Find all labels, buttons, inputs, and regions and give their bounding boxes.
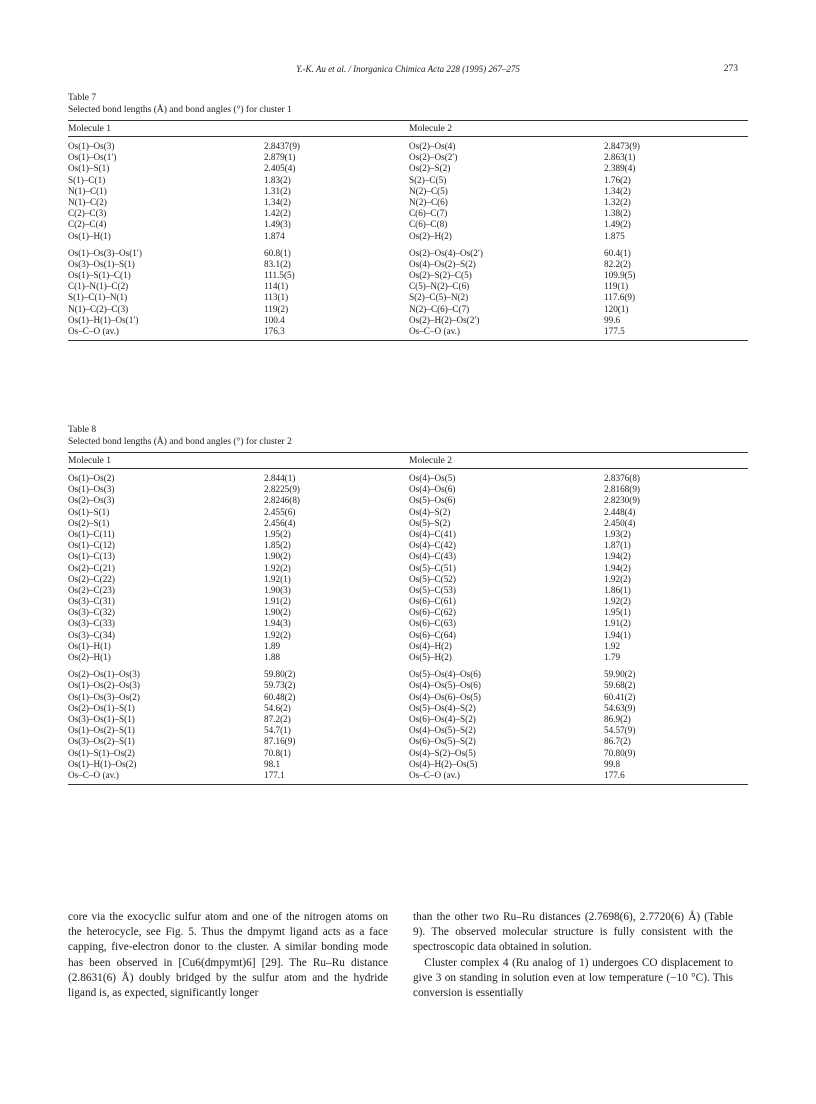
bond-label-mol1: C(1)–N(1)–C(2) (68, 281, 129, 292)
table-row (68, 692, 748, 703)
bond-label-mol1: Os(1)–Os(3) (68, 484, 115, 495)
table-row (68, 736, 748, 747)
value-mol2: 2.8376(8) (604, 473, 640, 483)
table-row (68, 152, 748, 163)
value-mol1: 87.16(9) (264, 736, 296, 747)
value-mol1: 111.5(5) (264, 270, 295, 281)
bond-label-mol1: N(1)–C(1) (68, 185, 107, 196)
table-row (68, 141, 748, 152)
value-mol2: 1.93(2) (604, 528, 631, 539)
value-mol1: 113(1) (264, 292, 289, 303)
molecule-2-header: Molecule 2 (409, 124, 453, 134)
table-row (68, 326, 748, 337)
table-bottom-rule (68, 340, 748, 341)
value-mol2: 2.8168(9) (604, 484, 640, 495)
value-mol2: 1.34(2) (604, 185, 631, 196)
bond-angles-rows (68, 248, 748, 338)
table-row (68, 292, 748, 303)
table-row (68, 652, 748, 663)
value-mol1: 1.95(2) (264, 528, 291, 539)
value-mol1: 114(1) (264, 281, 289, 292)
table-row (68, 248, 748, 259)
table-row (68, 563, 748, 574)
table-row (68, 770, 748, 781)
table-row (68, 219, 748, 230)
bond-label-mol1: Os(3)–C(32) (68, 607, 115, 618)
value-mol1: 59.80(2) (264, 669, 296, 680)
bond-label-mol2: Os(6)–Os(4)–S(2) (409, 713, 476, 724)
bond-label-mol1: Os(1)–H(1) (68, 640, 111, 651)
table-7 (68, 92, 748, 341)
bond-label-mol2: C(6)–C(8) (409, 219, 448, 230)
table-row (68, 163, 748, 174)
value-mol1: 100.4 (264, 314, 285, 325)
bond-label-mol1: Os(2)–Os(1)–S(1) (68, 702, 135, 713)
bond-label-mol2: Os(4)–S(2) (409, 506, 451, 517)
value-mol1: 2.879(1) (264, 152, 296, 163)
value-mol2: 54.57(9) (604, 725, 636, 736)
value-mol2: 1.49(2) (604, 219, 631, 230)
bond-label-mol1: C(2)–C(4) (68, 219, 107, 230)
table-row (68, 175, 748, 186)
value-mol1: 1.90(2) (264, 607, 291, 618)
table-row (68, 574, 748, 585)
bond-label-mol2: Os(5)–S(2) (409, 517, 451, 528)
value-mol1: 2.405(4) (264, 163, 296, 174)
molecule-1-header: Molecule 1 (68, 124, 112, 134)
bond-label-mol2: Os(5)–Os(4)–S(2) (409, 702, 476, 713)
bond-label-mol2: Os(4)–C(42) (409, 540, 456, 551)
bond-label-mol1: Os(1)–H(1)–Os(1′) (68, 314, 139, 325)
table-row (68, 618, 748, 629)
bond-label-mol2: Os(4)–H(2)–Os(5) (409, 758, 478, 769)
bond-label-mol2: Os(2)–H(2) (409, 230, 452, 241)
table-caption: Selected bond lengths (Å) and bond angles (°) for cluster 2 (68, 437, 292, 447)
table-row (68, 748, 748, 759)
table-8 (68, 424, 748, 785)
table-row (68, 281, 748, 292)
value-mol2: 1.87(1) (604, 540, 631, 551)
value-mol2: 2.450(4) (604, 517, 636, 528)
bond-label-mol2: Os(5)–Os(4)–Os(6) (409, 669, 481, 680)
value-mol1: 2.8225(9) (264, 484, 300, 495)
bond-label-mol2: Os(6)–C(63) (409, 618, 456, 629)
bond-label-mol2: Os(6)–C(62) (409, 607, 456, 618)
table-row (68, 529, 748, 540)
value-mol1: 176.3 (264, 326, 285, 336)
bond-label-mol2: Os(2)–S(2)–C(5) (409, 270, 472, 281)
value-mol2: 99.8 (604, 758, 621, 769)
bond-label-mol1: Os(1)–C(12) (68, 540, 115, 551)
value-mol2: 1.32(2) (604, 196, 631, 207)
bond-label-mol1: C(2)–C(3) (68, 208, 107, 219)
table-row (68, 197, 748, 208)
value-mol2: 2.389(4) (604, 163, 636, 174)
bond-label-mol1: Os(1)–S(1)–Os(2) (68, 747, 135, 758)
bond-label-mol2: N(2)–C(5) (409, 185, 448, 196)
value-mol2: 59.68(2) (604, 680, 636, 691)
table-row (68, 495, 748, 506)
bond-label-mol1: Os(2)–Os(3) (68, 495, 115, 506)
bond-label-mol1: Os(3)–Os(1)–S(1) (68, 713, 135, 724)
value-mol2: 99.6 (604, 314, 621, 325)
bond-label-mol1: N(1)–C(2)–C(3) (68, 303, 129, 314)
bond-angles-rows (68, 669, 748, 781)
value-mol2: 60.41(2) (604, 691, 636, 702)
bond-label-mol1: Os(2)–H(1) (68, 652, 111, 662)
bond-label-mol1: Os(2)–C(22) (68, 573, 115, 584)
value-mol1: 1.42(2) (264, 208, 291, 219)
bond-label-mol2: Os(4)–Os(6) (409, 484, 456, 495)
value-mol2: 60.4(1) (604, 247, 631, 258)
value-mol1: 1.874 (264, 230, 285, 241)
value-mol1: 70.8(1) (264, 747, 291, 758)
value-mol2: 109.9(5) (604, 270, 636, 281)
bond-label-mol2: N(2)–C(6)–C(7) (409, 303, 470, 314)
bond-label-mol2: Os(5)–C(51) (409, 562, 456, 573)
table-bottom-rule (68, 784, 748, 785)
bond-label-mol2: Os(4)–Os(5) (409, 473, 456, 483)
bond-label-mol2: Os(2)–Os(2′) (409, 152, 458, 163)
bond-label-mol2: Os(5)–Os(6) (409, 495, 456, 506)
table-row (68, 630, 748, 641)
bond-label-mol1: Os(1)–S(1) (68, 163, 110, 174)
bond-label-mol1: Os(2)–C(21) (68, 562, 115, 573)
table-row (68, 507, 748, 518)
table-row (68, 473, 748, 484)
molecule-1-header: Molecule 1 (68, 456, 112, 466)
value-mol1: 2.844(1) (264, 473, 296, 483)
value-mol2: 2.8230(9) (604, 495, 640, 506)
value-mol1: 1.90(2) (264, 551, 291, 562)
value-mol2: 1.94(1) (604, 629, 631, 640)
value-mol2: 2.8473(9) (604, 141, 640, 151)
bond-label-mol1: Os(3)–Os(2)–S(1) (68, 736, 135, 747)
bond-lengths-rows (68, 141, 748, 242)
value-mol1: 60.8(1) (264, 247, 291, 258)
value-mol2: 86.7(2) (604, 736, 631, 747)
table-row (68, 186, 748, 197)
value-mol2: 1.92(2) (604, 596, 631, 607)
value-mol1: 1.92(1) (264, 573, 291, 584)
bond-label-mol2: Os(2)–Os(4) (409, 141, 456, 151)
bond-label-mol2: Os(4)–Os(6)–Os(5) (409, 691, 481, 702)
value-mol1: 1.90(3) (264, 584, 291, 595)
bond-label-mol1: Os(1)–S(1) (68, 506, 110, 517)
bond-label-mol1: S(1)–C(1) (68, 174, 106, 185)
value-mol2: 1.38(2) (604, 208, 631, 219)
bond-label-mol1: Os(3)–C(31) (68, 596, 115, 607)
value-mol1: 54.6(2) (264, 702, 291, 713)
value-mol1: 119(2) (264, 303, 289, 314)
bond-label-mol2: Os(4)–Os(2)–S(2) (409, 258, 476, 269)
bond-label-mol2: Os(6)–C(64) (409, 629, 456, 640)
bond-label-mol1: Os(1)–Os(1′) (68, 152, 117, 163)
bond-label-mol1: Os(1)–H(1) (68, 230, 111, 241)
bond-label-mol2: Os(4)–C(43) (409, 551, 456, 562)
table-caption: Selected bond lengths (Å) and bond angles (°) for cluster 1 (68, 105, 292, 115)
bond-label-mol2: Os(4)–C(41) (409, 528, 456, 539)
table-row (68, 703, 748, 714)
value-mol2: 1.92 (604, 640, 621, 651)
bond-label-mol2: Os(4)–Os(5)–S(2) (409, 725, 476, 736)
value-mol2: 177.6 (604, 769, 625, 780)
value-mol1: 1.83(2) (264, 174, 291, 185)
bond-label-mol1: Os(3)–C(34) (68, 629, 115, 640)
value-mol2: 1.86(1) (604, 584, 631, 595)
value-mol1: 1.85(2) (264, 540, 291, 551)
table-row (68, 725, 748, 736)
table-row (68, 231, 748, 242)
bond-label-mol1: Os(1)–Os(3)–Os(2) (68, 691, 140, 702)
value-mol1: 1.49(3) (264, 219, 291, 230)
bond-label-mol1: Os(1)–C(11) (68, 528, 115, 539)
bond-label-mol1: Os(2)–S(1) (68, 517, 110, 528)
table-row (68, 714, 748, 725)
value-mol2: 1.875 (604, 230, 625, 241)
bond-label-mol2: Os–C–O (av.) (409, 769, 460, 780)
table-row (68, 208, 748, 219)
table-row (68, 315, 748, 326)
bond-label-mol1: Os–C–O (av.) (68, 326, 119, 336)
bond-label-mol2: Os–C–O (av.) (409, 326, 460, 336)
bond-label-mol2: Os(6)–Os(5)–S(2) (409, 736, 476, 747)
value-mol1: 1.88 (264, 652, 281, 662)
table-row (68, 680, 748, 691)
bond-label-mol2: Os(4)–S(2)–Os(5) (409, 747, 476, 758)
value-mol2: 70.80(9) (604, 747, 636, 758)
table-row (68, 669, 748, 680)
bond-label-mol2: N(2)–C(6) (409, 196, 448, 207)
value-mol1: 1.34(2) (264, 196, 291, 207)
value-mol1: 2.8437(9) (264, 141, 300, 151)
table-row (68, 518, 748, 529)
value-mol2: 1.79 (604, 652, 621, 662)
value-mol2: 1.95(1) (604, 607, 631, 618)
value-mol2: 82.2(2) (604, 258, 631, 269)
value-mol1: 2.456(4) (264, 517, 296, 528)
value-mol1: 1.94(3) (264, 618, 291, 629)
table-row (68, 259, 748, 270)
value-mol2: 1.91(2) (604, 618, 631, 629)
bond-label-mol1: Os(1)–Os(2)–Os(3) (68, 680, 140, 691)
bond-lengths-rows (68, 473, 748, 663)
value-mol1: 83.1(2) (264, 258, 291, 269)
page-header (0, 64, 816, 78)
bond-label-mol2: S(2)–C(5) (409, 174, 447, 185)
running-head: Y.-K. Au et al. / Inorganica Chimica Acta 228 (1995) 267–275 (296, 64, 520, 74)
bond-label-mol2: C(6)–C(7) (409, 208, 448, 219)
page-number: 273 (723, 64, 738, 74)
bond-label-mol2: Os(5)–C(53) (409, 584, 456, 595)
value-mol1: 1.31(2) (264, 185, 291, 196)
value-mol1: 1.92(2) (264, 562, 291, 573)
bond-label-mol2: Os(6)–C(61) (409, 596, 456, 607)
value-mol1: 1.89 (264, 640, 281, 651)
value-mol2: 117.6(9) (604, 292, 636, 303)
table-row (68, 759, 748, 770)
bond-label-mol1: Os(1)–S(1)–C(1) (68, 270, 131, 281)
bond-label-mol2: S(2)–C(5)–N(2) (409, 292, 469, 303)
bond-label-mol1: Os(3)–C(33) (68, 618, 115, 629)
bond-label-mol1: Os(1)–Os(2) (68, 473, 115, 483)
bond-label-mol2: Os(5)–C(52) (409, 573, 456, 584)
bond-label-mol1: Os(2)–Os(1)–Os(3) (68, 669, 140, 680)
bond-label-mol1: Os(1)–H(1)–Os(2) (68, 758, 137, 769)
value-mol2: 1.94(2) (604, 551, 631, 562)
bond-label-mol2: Os(4)–Os(5)–Os(6) (409, 680, 481, 691)
bond-label-mol1: Os(1)–Os(2)–S(1) (68, 725, 135, 736)
table-label: Table 7 (68, 93, 97, 103)
value-mol1: 177.1 (264, 769, 285, 780)
value-mol1: 2.8246(8) (264, 495, 300, 506)
bond-label-mol1: Os(1)–Os(3) (68, 141, 115, 151)
value-mol1: 54.7(1) (264, 725, 291, 736)
bond-label-mol2: Os(4)–H(2) (409, 640, 452, 651)
value-mol2: 86.9(2) (604, 713, 631, 724)
bond-label-mol1: Os(1)–C(13) (68, 551, 115, 562)
value-mol2: 120(1) (604, 303, 629, 314)
value-mol2: 177.5 (604, 326, 625, 336)
table-row (68, 596, 748, 607)
table-row (68, 641, 748, 652)
bond-label-mol1: Os–C–O (av.) (68, 769, 119, 780)
value-mol1: 59.73(2) (264, 680, 296, 691)
bond-label-mol2: C(5)–N(2)–C(6) (409, 281, 470, 292)
body-column-left: core via the exocyclic sulfur atom and one of the nitrogen atoms on the heterocycle, see Fig. 5. Thus the dmpymt ligand acts as a face capping, five-electron donor to the cluster. A similar bonding mode has been observed in [Cu6(dmpymt)6] [29]. The Ru–Ru distance (2.8631(6) Å) doubly bridged by the sulfur atom and the hydride ligand is, as expected, significantly longer (68, 911, 388, 1000)
table-row (68, 304, 748, 315)
table-header-rule (68, 468, 748, 469)
table-row (68, 551, 748, 562)
bond-label-mol2: Os(2)–Os(4)–Os(2′) (409, 247, 483, 258)
bond-label-mol1: Os(3)–Os(1)–S(1) (68, 258, 135, 269)
molecule-2-header: Molecule 2 (409, 456, 453, 466)
table-label: Table 8 (68, 425, 97, 435)
bond-label-mol1: Os(1)–Os(3)–Os(1′) (68, 247, 142, 258)
table-column-headers (68, 453, 748, 468)
table-row (68, 270, 748, 281)
value-mol2: 1.76(2) (604, 174, 631, 185)
table-row (68, 607, 748, 618)
value-mol2: 59.90(2) (604, 669, 636, 680)
value-mol1: 60.48(2) (264, 691, 296, 702)
bond-label-mol2: Os(2)–S(2) (409, 163, 451, 174)
value-mol2: 2.863(1) (604, 152, 636, 163)
table-row (68, 484, 748, 495)
body-column-right: than the other two Ru–Ru distances (2.7698(6), 2.7720(6) Å) (Table 9). The observed molecular structure is fully consistent with the spectroscopic data obtained in solution. Cluster complex 4 (Ru analog of 1) undergoes CO displacement to give 3 on standing in solution even at low temperature (−10 °C). This conversion is essentially (413, 911, 733, 1000)
value-mol1: 1.91(2) (264, 596, 291, 607)
table-row (68, 585, 748, 596)
value-mol1: 98.1 (264, 758, 281, 769)
table-header-rule (68, 136, 748, 137)
value-mol1: 1.92(2) (264, 629, 291, 640)
bond-label-mol1: S(1)–C(1)–N(1) (68, 292, 128, 303)
table-row (68, 540, 748, 551)
value-mol1: 2.455(6) (264, 506, 296, 517)
value-mol2: 1.94(2) (604, 562, 631, 573)
bond-label-mol1: Os(2)–C(23) (68, 584, 115, 595)
value-mol2: 1.92(2) (604, 573, 631, 584)
value-mol2: 119(1) (604, 281, 629, 292)
table-column-headers (68, 121, 748, 136)
value-mol2: 2.448(4) (604, 506, 636, 517)
bond-label-mol2: Os(2)–H(2)–Os(2′) (409, 314, 480, 325)
value-mol1: 87.2(2) (264, 713, 291, 724)
bond-label-mol2: Os(5)–H(2) (409, 652, 452, 662)
bond-label-mol1: N(1)–C(2) (68, 196, 107, 207)
value-mol2: 54.63(9) (604, 702, 636, 713)
